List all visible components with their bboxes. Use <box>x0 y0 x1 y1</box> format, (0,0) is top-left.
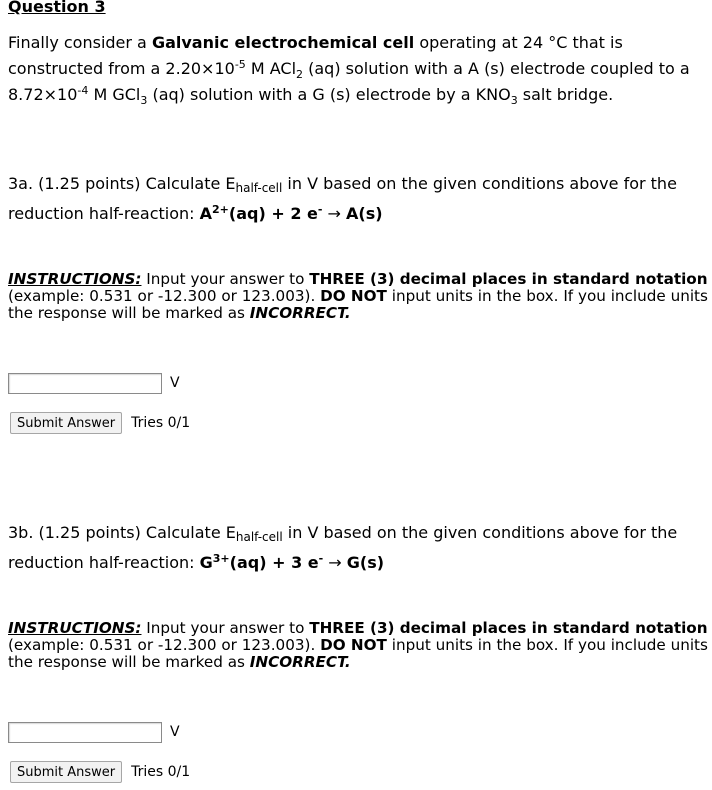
part-b-instructions: INSTRUCTIONS: Input your answer to THREE (3) decimal places in standard notation (example: 0.531 or -12.300 or 123.003). DO NOT input units in the box. If you include units the response will be marked as INCORRECT. <box>8 619 708 671</box>
part-a-submit-button[interactable]: Submit Answer <box>10 412 122 434</box>
part-a-answer-row <box>8 372 180 394</box>
part-b-answer-input[interactable] <box>8 722 162 743</box>
part-b-unit-label: V <box>170 724 180 740</box>
part-b-prompt: 3b. (1.25 points) Calculate Ehalf-cell in V based on the given conditions above for the reduction half-reaction: $G^{3+}(aq) + 3$ e- → G(s) <box>8 523 678 572</box>
problem-statement: Finally consider a Galvanic electrochemical cell operating at 24 °C that is constructed from a $2.20\times 10^{-5}$ M ACl$_2$ (aq) solution with a A (s) electrode coupled to a $8.72\times 10^{-4}$ M GCl$_3$ (aq) solution with a G (s) electrode by a $KNO_3$ salt bridge. <box>8 33 690 107</box>
part-b-tries-counter: Tries 0/1 <box>131 764 191 780</box>
part-b-submit-row <box>10 761 190 783</box>
part-a-answer-input[interactable] <box>8 373 162 394</box>
part-a-instructions: INSTRUCTIONS: Input your answer to THREE (3) decimal places in standard notation (example: 0.531 or -12.300 or 123.003). DO NOT input units in the box. If you include units the response will be marked as INCORRECT. <box>8 270 708 322</box>
part-a-prompt: 3a. (1.25 points) Calculate Ehalf-cell in V based on the given conditions above for the reduction half-reaction: $A^{2+}(aq) + 2$ e- → A(s) <box>8 174 677 223</box>
part-a-submit-row <box>10 412 190 434</box>
question-title: Question 3 <box>8 0 106 16</box>
part-a-tries-counter: Tries 0/1 <box>131 415 191 431</box>
part-a-unit-label: V <box>170 375 180 391</box>
part-b-submit-button[interactable]: Submit Answer <box>10 761 122 783</box>
part-b-answer-row <box>8 721 180 743</box>
